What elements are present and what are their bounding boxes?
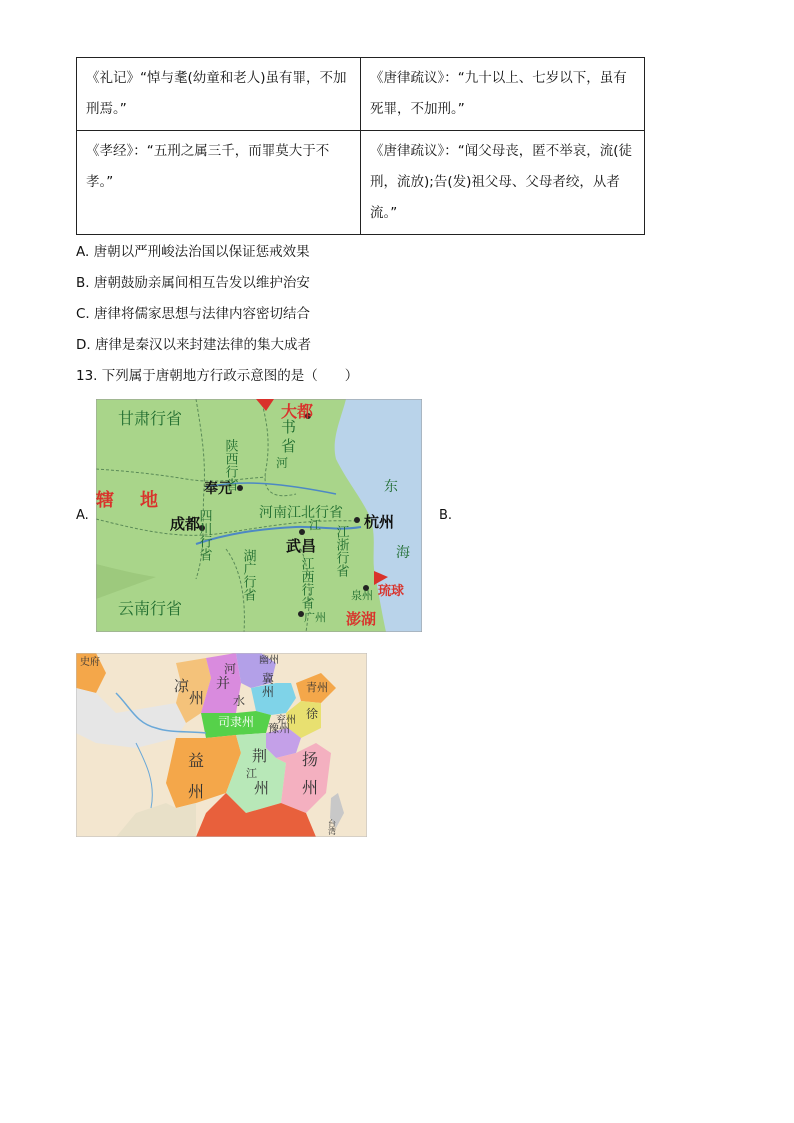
map-label: 琉球 [378,584,405,599]
map-label: 河 [224,662,237,676]
table-cell: 《唐律疏议》：“闻父母丧，匿不举哀，流(徒刑，流放);告(发)祖父母、父母者绞，从者流。” [361,131,645,235]
map-label: 州 [262,685,275,699]
map-label: 奉元 [204,481,232,497]
map-label: 四川行省 [196,509,212,561]
map-label: 地 [140,490,158,511]
map-label: 台湾 [327,819,337,835]
map-label: 海 [396,545,410,561]
map-label: 凉 [174,677,190,695]
map-label: 州 [302,778,319,797]
map-label: 甘肃行省 [118,409,183,428]
map-label: 成都 [170,515,201,533]
option-c[interactable]: C. 唐律将儒家思想与法律内容密切结合 [76,306,311,322]
option-a-label[interactable]: A. [76,508,89,523]
map-label: 书 [281,418,297,436]
map-label: 并 [216,676,230,692]
map-label: 河南江北行省 [259,505,343,521]
map-b-han[interactable] [76,653,367,837]
map-label: 武昌 [286,537,317,555]
table-cell: 《孝经》：“五刑之属三千，而罪莫大于不孝。” [77,131,361,235]
map-label: 水 [233,694,246,708]
table-row [77,58,645,131]
map-label: 史府 [80,657,100,668]
table-cell: 《礼记》“悼与耄(幼童和老人)虽有罪，不加刑焉。” [77,58,361,131]
map-label: 泉州 [351,589,373,602]
option-a[interactable]: A. 唐朝以严刑峻法治国以保证惩戒效果 [76,244,310,260]
map-label: 州 [189,689,205,707]
map-label: 河 [276,456,289,470]
map-label: 司隶州 [218,715,255,729]
table-row [77,131,645,235]
option-b-label[interactable]: B. [439,508,453,523]
map-label: 东 [384,479,398,495]
quote-table [76,57,645,235]
map-label: 江浙行省 [333,525,349,577]
map-label: 杭州 [364,513,395,531]
map-label: 澎湖 [346,610,377,628]
map-label: 省 [281,437,297,455]
map-label: 幽州 [259,655,279,666]
map-label: 陕西行省 [222,439,238,491]
map-label: 荆 [252,747,268,765]
map-label: 青 [306,681,317,694]
map-label: 州 [254,779,270,797]
map-label: 江西行省 [298,557,314,609]
map-label: 辖 [96,490,114,511]
option-b[interactable]: B. 唐朝鼓励亲属间相互告发以维护治安 [76,275,310,291]
map-label: 冀 [262,672,275,686]
map-label: 豫州 [268,722,290,735]
map-label: 江 [246,767,257,780]
map-label: 兖州 [276,715,296,726]
question-13: 13. 下列属于唐朝地方行政示意图的是（ ） [76,368,359,384]
map-label: 湖广行省 [240,549,256,601]
map-label: 扬 [302,750,319,769]
map-label: 云南行省 [118,599,183,618]
map-label: 江 [309,518,322,532]
map-label: 州 [317,681,328,694]
map-label: 广州 [304,611,326,624]
map-a-yuan[interactable] [96,399,422,632]
map-label: 益 [188,751,205,770]
map-label: 徐 [306,707,319,721]
option-d[interactable]: D. 唐律是秦汉以来封建法律的集大成者 [76,337,311,353]
map-label: 州 [188,782,205,801]
table-cell: 《唐律疏议》：“九十以上、七岁以下，虽有死罪，不加刑。” [361,58,645,131]
map-label: 大都 [281,402,314,421]
